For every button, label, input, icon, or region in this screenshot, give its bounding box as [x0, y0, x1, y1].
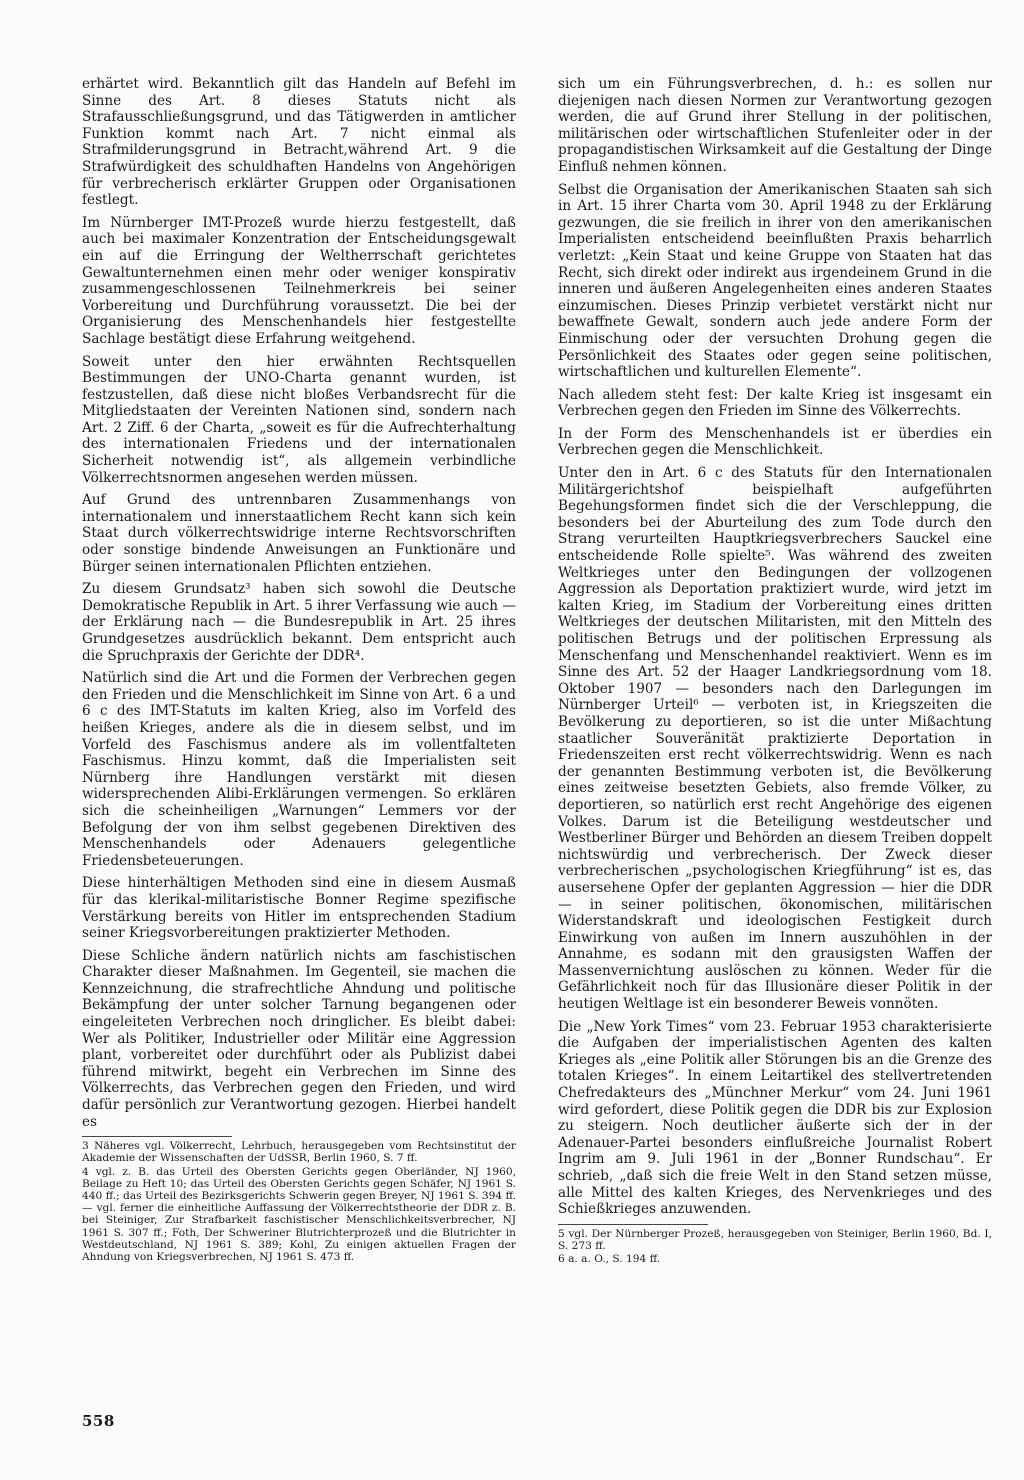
left-column	[82, 76, 516, 1264]
footnote: 5 vgl. Der Nürnberger Prozeß, herausgegeben von Steiniger, Berlin 1960, Bd. I, S. 273 ff.	[558, 1227, 992, 1252]
footnote-divider	[82, 1136, 232, 1137]
paragraph: Zu diesem Grundsatz³ haben sich sowohl die Deutsche Demokratische Republik in Art. 5 ihrer Verfassung wie auch — der Erklärung nach — die Bundesrepublik in Art. 25 ihres Grundgesetzes ausdrücklich bekannt. Dem entspricht auch die Spruchpraxis der Gerichte der DDR⁴.	[82, 581, 516, 664]
paragraph: Die „New York Times“ vom 23. Februar 1953 charakterisierte die Aufgaben der imperialistischen Agenten des kalten Krieges als „eine Politik aller Störungen bis an die Grenze des totalen Krieges“. In einem Leitartikel des stellvertretenden Chefredakteurs des „Münchner Merkur“ vom 24. Juni 1961 wird gefordert, diese Politik gegen die DDR bis zur Explosion zu steigern. Noch deutlicher äußerte sich der in der Adenauer-Partei besonders einflußreiche Journalist Robert Ingrim am 9. Juli 1961 in der „Bonner Rundschau“. Er schrieb, „daß sich die freie Welt in den Stand setzen müsse, alle Mittel des kalten Krieges, des Nervenkrieges und des Schießkrieges anzuwenden.	[558, 1018, 992, 1218]
paragraph: Soweit unter den hier erwähnten Rechtsquellen Bestimmungen der UNO-Charta genannt wurden, ist festzustellen, daß diese nicht bloßes Verbandsrecht für die Mitgliedstaaten der Vereinten Nationen sind, sondern nach Art. 2 Ziff. 6 der Charta, „soweit es für die Aufrechterhaltung des internationalen Friedens und der internationalen Sicherheit notwendig ist“, als allgemein verbindliche Völkerrechtsnormen angesehen werden müssen.	[82, 353, 516, 486]
paragraph: Auf Grund des untrennbaren Zusammenhangs von internationalem und innerstaatlichem Recht kann sich kein Staat durch völkerrechtswidrige interne Rechtsvorschriften oder sonstige bindende Anweisungen an Funktionäre und Bürger seinen internationalen Pflichten entziehen.	[82, 492, 516, 575]
paragraph: sich um ein Führungsverbrechen, d. h.: es sollen nur diejenigen nach diesen Normen zur Verantwortung gezogen werden, die auf Grund ihrer Stellung in der politischen, militärischen oder wirtschaftlichen Stufenleiter oder in der propagandistischen Wirksamkeit auf die Gestaltung der Dinge Einfluß nehmen können.	[558, 76, 992, 175]
footnote: 4 vgl. z. B. das Urteil des Obersten Gerichts gegen Oberländer, NJ 1960, Beilage zu Heft 10; das Urteil des Obersten Gerichts gegen Schäfer, NJ 1961 S. 440 ff.; das Urteil des Bezirksgerichts Schwerin gegen Breyer, NJ 1961 S. 394 ff. — vgl. ferner die einheitliche Auffassung der Völkerrechtstheorie der DDR z. B. bei Steiniger, Zur Strafbarkeit faschistischer Menschlichkeitsverbrecher, NJ 1961 S. 307 ff.; Foth, Der Schweriner Blutrichterprozeß und die Blutrichter in Westdeutschland, NJ 1961 S. 389; Kohl, Zu einigen aktuellen Fragen der Ahndung von Kriegsverbrechen, NJ 1961 S. 473 ff.	[82, 1165, 516, 1264]
paragraph: Diese Schliche ändern natürlich nichts am faschistischen Charakter dieser Maßnahmen. Im Gegenteil, sie machen die Kennzeichnung, die strafrechtliche Ahndung und politische Bekämpfung der unter solcher Tarnung begangenen oder eingeleiteten Verbrechen noch dringlicher. Es bleibt dabei: Wer als Politiker, Industrieller oder Militär eine Aggression plant, vorbereitet oder durchführt oder als Publizist dabei führend mitwirkt, begeht ein Verbrechen im Sinne des Völkerrechts, das Verbrechen gegen den Frieden, und wird dafür persönlich zur Verantwortung gezogen. Hierbei handelt es	[82, 947, 516, 1130]
footnote: 6 a. a. O., S. 194 ff.	[558, 1253, 661, 1266]
page-number: 558	[82, 1412, 115, 1430]
footnote-divider	[558, 1224, 708, 1225]
paragraph: Unter den in Art. 6 c des Statuts für den Internationalen Militärgerichtshof beispielhaft aufgeführten Begehungsformen findet sich die der Verschleppung, die besonders bei der Aburteilung des zum Tode durch den Strang verurteilten Hauptkriegsverbrechers Sauckel eine entscheidende Rolle spielte⁵. Was während des zweiten Weltkrieges unter den Bedingungen der vollzogenen Aggression als Deportation praktiziert wurde, wird jetzt im kalten Krieg, im Stadium der Vorbereitung eines dritten Weltkrieges der deutschen Militaristen, mit den Mitteln des politischen Betrugs und der politischen Erpressung als Menschenfang und Menschenhandel reaktiviert. Wenn es im Sinne des Art. 52 der Haager Landkriegsordnung vom 18. Oktober 1907 — besonders nach den Darlegungen im Nürnberger Urteil⁶ — verboten ist, in Kriegszeiten die Bevölkerung zu deportieren, so ist die unter Mißachtung staatlicher Souveränität praktizierte Deportation in Friedenszeiten erst recht völkerrechtswidrig. Wenn es nach der genannten Bestimmung verboten ist, die Bevölkerung eines zeitweise besetzten Gebiets, also fremde Völker, zu deportieren, so natürlich erst recht Angehörige des eigenen Volkes. Darum ist die Beteiligung westdeutscher und Westberliner Bürger und Behörden an diesem Treiben doppelt nichtswürdig und verbrecherisch. Der Zweck dieser verbrecherischen „psychologischen Kriegführung“ ist es, das ausersehene Opfer der geplanten Aggression — hier die DDR — in seiner politischen, ökonomischen, militärischen Widerstandskraft und ideologischen Festigkeit durch Einwirkung von außen im Innern auszuhöhlen in der Annahme, es sodann mit den grausigsten Waffen der Massenvernichtung auslöschen zu können. Weder für die Gefährlichkeit noch für das Illusionäre dieser Politik in der heutigen Weltlage ist ein besonderer Beweis vonnöten.	[558, 465, 992, 1013]
paragraph: Im Nürnberger IMT-Prozeß wurde hierzu festgestellt, daß auch bei maximaler Konzentration der Entscheidungsgewalt ein auf die Erringung der Weltherrschaft gerichtetes Gewaltunternehmen einen mehr oder weniger konspirativ zusammengeschlossenen Teilnehmerkreis bei seiner Vorbereitung und Durchführung voraussetzt. Die bei der Organisierung des Menschenhandels hier festgestellte Sachlage bestätigt diese Erfahrung weitgehend.	[82, 214, 516, 347]
paragraph: erhärtet wird. Bekanntlich gilt das Handeln auf Befehl im Sinne des Art. 8 dieses Statuts nicht als Strafausschließungsgrund, und das Tätigwerden in amtlicher Funktion kommt nach Art. 7 nicht einmal als Strafmilderungsgrund in Betracht,während Art. 9 die Strafwürdigkeit des schuldhaften Handelns von Angehörigen für verbrecherisch erklärter Gruppen oder Organisationen festlegt.	[82, 76, 516, 209]
paragraph: Natürlich sind die Art und die Formen der Verbrechen gegen den Frieden und die Menschlichkeit im Sinne von Art. 6 a und 6 c des IMT-Statuts im kalten Krieg, also im Vorfeld des heißen Krieges, andere als die in diesem selbst, und im Vorfeld des Faschismus andere als im vollentfalteten Faschismus. Hinzu kommt, daß die Imperialisten seit Nürnberg ihre Handlungen verstärkt mit diesen widersprechenden Alibi-Erklärungen vermengen. So erklären sich die scheinheiligen „Warnungen“ Lemmers vor der Befolgung der von ihm selbst gegebenen Direktiven des Menschenhandels oder Adenauers gelegentliche Friedensbeteuerungen.	[82, 670, 516, 869]
right-column	[558, 76, 992, 1266]
paragraph: Selbst die Organisation der Amerikanischen Staaten sah sich in Art. 15 ihrer Charta vom 30. April 1948 zu der Erklärung gezwungen, die sie freilich in ihrer von den amerikanischen Imperialisten entscheidend beeinflußten Praxis beharrlich verletzt: „Kein Staat und keine Gruppe von Staaten hat das Recht, sich direkt oder indirekt aus irgendeinem Grund in die inneren und äußeren Angelegenheiten eines anderen Staates einzumischen. Dieses Prinzip verbietet verstärkt nicht nur bewaffnete Gewalt, sondern auch jede andere Form der Einmischung oder der versuchten Drohung gegen die Persönlichkeit des Staates oder gegen seine politischen, wirtschaftlichen und kulturellen Elemente“.	[558, 181, 992, 381]
footnote: 3 Näheres vgl. Völkerrecht, Lehrbuch, herausgegeben vom Rechtsinstitut der Akademie der Wissenschaften der UdSSR, Berlin 1960, S. 7 ff.	[82, 1140, 516, 1165]
paragraph: In der Form des Menschenhandels ist er überdies ein Verbrechen gegen die Menschlichkeit.	[558, 425, 992, 459]
paragraph: Diese hinterhältigen Methoden sind eine in diesem Ausmaß für das klerikal-militaristische Bonner Regime spezifische Verstärkung bereits von Hitler im entsprechenden Stadium seiner Kriegsvorbereitungen praktizierter Methoden.	[82, 875, 516, 942]
paragraph: Nach alledem steht fest: Der kalte Krieg ist insgesamt ein Verbrechen gegen den Frieden im Sinne des Völkerrechts.	[558, 386, 992, 420]
